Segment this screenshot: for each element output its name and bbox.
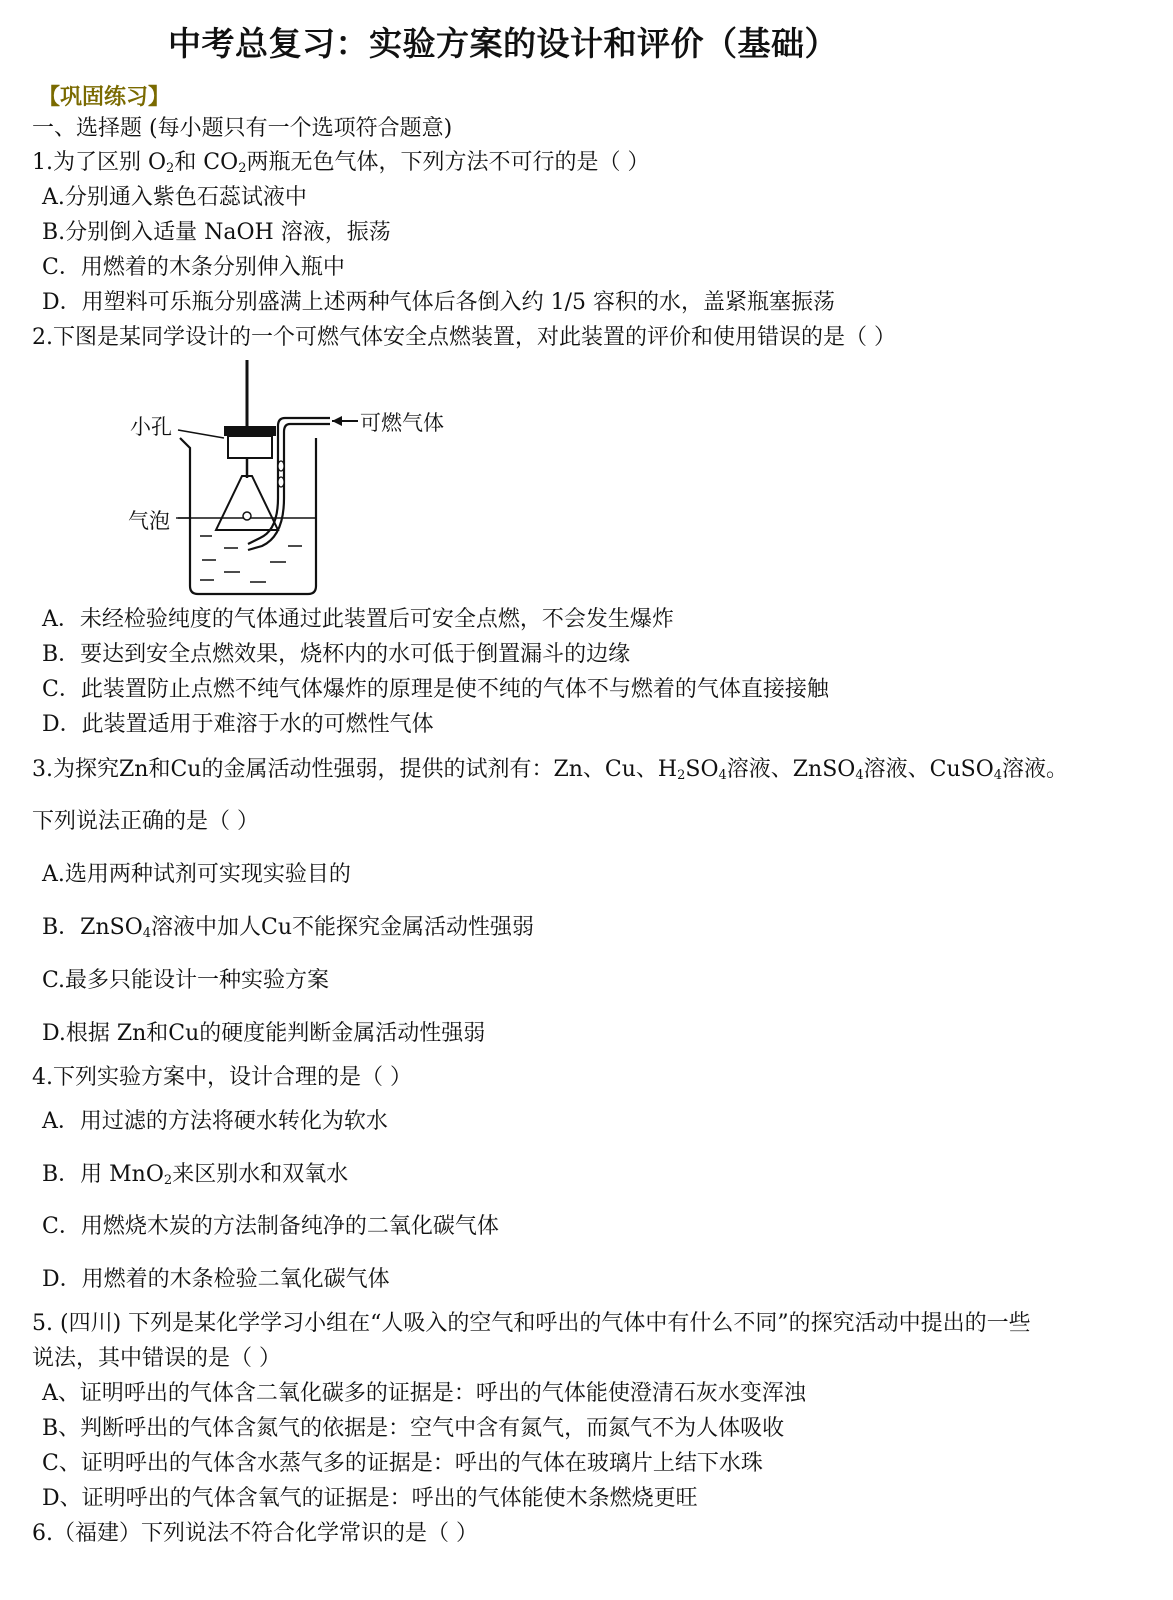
label-combustible-gas: 可燃气体 — [360, 411, 444, 435]
q1-option-d: D．用塑料可乐瓶分别盛满上述两种气体后各倒入约 1/5 容积的水，盖紧瓶塞振荡 — [42, 290, 836, 315]
q5-option-b: B、判断呼出的气体含氮气的依据是：空气中含有氮气，而氮气不为人体吸收 — [42, 1416, 785, 1441]
q3-option-d: D.根据 Zn和Cu的硬度能判断金属活动性强弱 — [42, 1021, 486, 1046]
q6-stem: 6.（福建）下列说法不符合化学常识的是（ ） — [32, 1521, 478, 1546]
q2-option-d: D．此装置适用于难溶于水的可燃性气体 — [42, 712, 434, 737]
section-tag: 【巩固练习】 — [38, 85, 171, 110]
q3-option-a: A.选用两种试剂可实现实验目的 — [42, 862, 351, 887]
q2-option-b: B．要达到安全点燃效果，烧杯内的水可低于倒置漏斗的边缘 — [42, 642, 631, 667]
q1-stem: 1.为了区别 $O_2$和 $CO_2$两瓶无色气体，下列方法不可行的是（ ） — [32, 150, 650, 176]
q5-option-d: D、证明呼出的气体含氧气的证据是：呼出的气体能使木条燃烧更旺 — [42, 1486, 698, 1511]
q1-option-c: C．用燃着的木条分别伸入瓶中 — [42, 255, 345, 280]
q3-stem: 3.为探究Zn和Cu的金属活动性强弱，提供的试剂有：Zn、Cu、$H_2SO_4$溶液、ZnSO$_4$溶液、CuSO$_4$溶液。 — [32, 757, 1069, 783]
q4-option-b: B．用 MnO$_2$来区别水和双氧水 — [42, 1162, 349, 1188]
label-small-hole: 小孔 — [130, 415, 172, 439]
q1-option-b: B.分别倒入适量 NaOH 溶液，振荡 — [42, 220, 391, 245]
q4-stem: 4.下列实验方案中，设计合理的是（ ） — [32, 1065, 412, 1090]
q2-option-c: C．此装置防止点燃不纯气体爆炸的原理是使不纯的气体不与燃着的气体直接接触 — [42, 677, 829, 702]
page-title: 中考总复习：实验方案的设计和评价（基础） — [168, 24, 838, 63]
q5-stem: 5. (四川) 下列是某化学学习小组在“人吸入的空气和呼出的气体中有什么不同”的探究活动中提出的一些 — [32, 1311, 1031, 1336]
q5-stem-2: 说法，其中错误的是（ ） — [32, 1346, 281, 1371]
q2-option-a: A．未经检验纯度的气体通过此装置后可安全点燃，不会发生爆炸 — [42, 607, 674, 632]
q2-stem: 2.下图是某同学设计的一个可燃气体安全点燃装置，对此装置的评价和使用错误的是（ ） — [32, 325, 896, 350]
q3-option-b: B．ZnSO$_4$溶液中加人Cu不能探究金属活动性强弱 — [42, 915, 535, 941]
label-bubble: 气泡 — [128, 509, 170, 533]
q4-option-c: C．用燃烧木炭的方法制备纯净的二氧化碳气体 — [42, 1214, 499, 1239]
gas-safety-apparatus-diagram — [120, 358, 480, 598]
q5-option-c: C、证明呼出的气体含水蒸气多的证据是：呼出的气体在玻璃片上结下水珠 — [42, 1451, 763, 1476]
q4-option-a: A．用过滤的方法将硬水转化为软水 — [42, 1109, 388, 1134]
section-heading: 一、选择题 (每小题只有一个选项符合题意) — [32, 116, 453, 141]
q1-option-a: A.分别通入紫色石蕊试液中 — [42, 185, 307, 210]
q3-option-c: C.最多只能设计一种实验方案 — [42, 968, 330, 993]
q3-stem-2: 下列说法正确的是（ ） — [32, 809, 259, 834]
q5-option-a: A、证明呼出的气体含二氧化碳多的证据是：呼出的气体能使澄清石灰水变浑浊 — [42, 1381, 806, 1406]
q4-option-d: D．用燃着的木条检验二氧化碳气体 — [42, 1267, 390, 1292]
